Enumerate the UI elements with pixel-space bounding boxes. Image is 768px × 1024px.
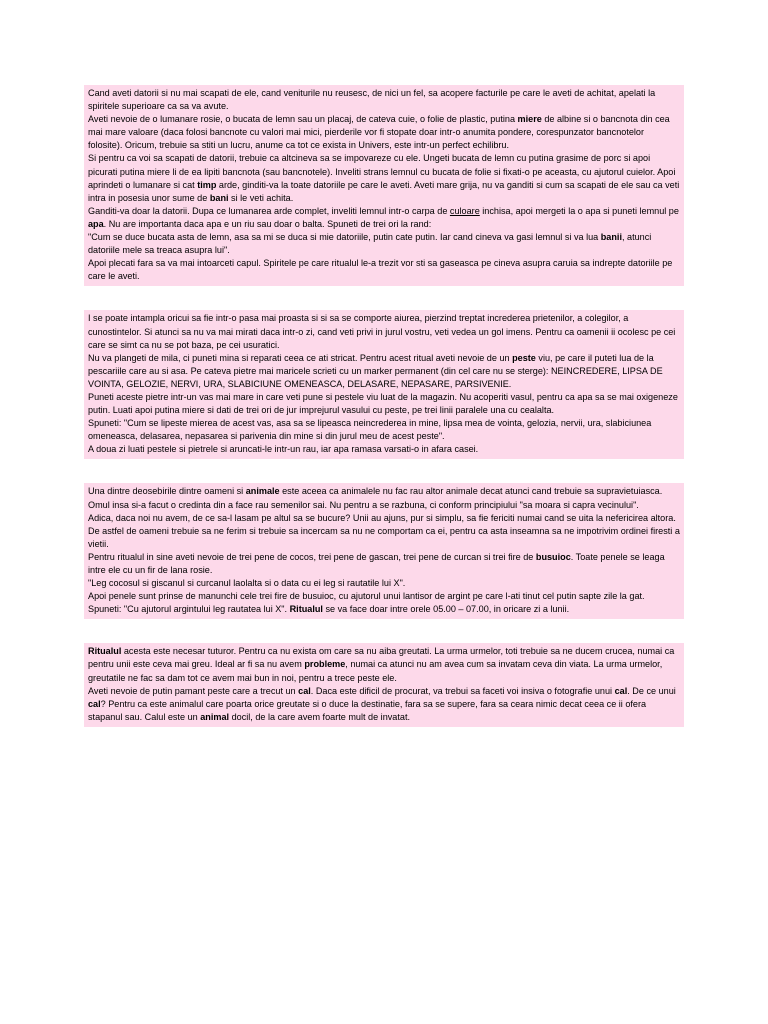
paragraph: Nu va plangeti de mila, ci puneti mina si reparati ceea ce ati stricat. Pentru acest ritual aveti nevoie de un peste viu, pe care il puteti lua de la pescariile care au si asa. Pe cateva pietre mai maricele scrieti cu un marker permanent (din cel care nu se sterge): NEINCREDERE, LIPSA DE VOINTA, GELOZIE, NERVI, URA, SLABICIUNE OMENEASCA, DELASARE, NEPASARE, PARSIVENIE. — [88, 352, 663, 389]
paragraph: Aveti nevoie de o lumanare rosie, o bucata de lemn sau un placaj, de cateva cuie, o folie de plastic, putina miere de albine si o bancnota din cea mai mare valoare (daca folosi bancnote cu valori mai mici, pierderile vor fi stopate doar intr-o anumita pondere, corespunzator bancnotelor folosite). Oricum, trebuie sa stiti un lucru, anume ca tot ce exista in Univers, este intr-un perfect echilibru. — [88, 114, 670, 151]
paragraph: Spuneti: "Cum se lipeste mierea de acest vas, asa sa se lipeasca neincrederea in mine, lipsa mea de vointa, gelozia, nervii, ura, slabiciunea omeneasca, delasarea, nepasarea si parivenia din mine si din jurul meu de acest peste". — [88, 418, 652, 442]
paragraph: "Cum se duce bucata asta de lemn, asa sa mi se duca si mie datoriile, putin cate putin. Iar cand cineva va gasi lemnul si va lua banii, atunci datoriile mele sa treaca asupra lui". — [88, 232, 652, 256]
paragraph: Spuneti: "Cu ajutorul argintului leg rautatea lui X". Ritualul se va face doar intre orele 05.00 – 07.00, in oricare zi a lunii. — [88, 604, 570, 615]
paragraph: Si pentru ca voi sa scapati de datorii, trebuie ca altcineva sa se impovareze cu ele. Ungeti bucata de lemn cu putina grasime de porc si apoi picurati putina miere li de ea lipiti bancnota (sau bancnotele). Inveliti strans lemnul cu bucata de folie si fixati-o pe aceasta, cu ajutorul cuielor. Apoi aprindeti o lumanare si cat timp arde, ginditi-va la toate datoriile pe care le aveti. Aveti mare grija, nu va ganditi si cum sa scapati de ele sau ca veti intra in posesia unor sume de bani si le veti achita. — [88, 153, 680, 203]
paragraph: I se poate intampla oricui sa fie intr-o pasa mai proasta si si sa se comporte aiurea, pierzind treptat increderea prietenilor, a colegilor, a cunostintelor. Si atunci sa nu va mai mirati daca intr-o zi, cand veti privi in jurul vostru, veti vedea un gol imens. Pentru ca oamenii ii ocolesc pe cei care se simt ca nu se pot baza, pe cei usuratici. — [88, 313, 676, 350]
paragraph: Una dintre deosebirile dintre oameni si animale este aceea ca animalele nu fac rau altor animale decat atunci cand trebuie sa supravietuiasca. Omul insa si-a facut o credinta din a face rau semenilor sai. Nu pentru a se razbuna, ci conform principiului "sa moara si capra vecinului". — [88, 486, 663, 510]
text-block-2 — [84, 310, 684, 459]
paragraph: "Leg cocosul si giscanul si curcanul laolalta si o data cu ei leg si rautatile lui X". — [88, 578, 406, 589]
text-block-4 — [84, 643, 684, 727]
paragraph: Apoi plecati fara sa va mai intoarceti capul. Spiritele pe care ritualul le-a trezit vor sti sa gaseasca pe cineva asupra caruia sa indrepte datoriile pe care le aveti. — [88, 258, 673, 282]
paragraph: Cand aveti datorii si nu mai scapati de ele, cand veniturile nu reusesc, de nici un fel, sa acopere facturile pe care le aveti de achitat, apelati la spiritele superioare ca sa va avute. — [88, 88, 656, 112]
paragraph: Ganditi-va doar la datorii. Dupa ce lumanarea arde complet, inveliti lemnul intr-o carpa de culoare inchisa, apoi mergeti la o apa si puneti lemnul pe apa. Nu are importanta daca apa e un riu sau doar o balta. Spuneti de trei ori la rand: — [88, 205, 679, 229]
paragraph: A doua zi luati pestele si pietrele si aruncati-le intr-un rau, iar apa ramasa varsati-o in afara casei. — [88, 444, 479, 455]
paragraph: Pentru ritualul in sine aveti nevoie de trei pene de cocos, trei pene de gascan, trei pene de curcan si trei fire de busuioc. Toate penele se leaga intre ele cu un fir de lana rosie. — [88, 551, 665, 575]
text-block-3 — [84, 483, 684, 619]
paragraph: Puneti aceste pietre intr-un vas mai mare in care veti pune si pestele viu luat de la magazin. Nu acoperiti vasul, pentru ca apa sa se mai oxigeneze putin. Luati apoi putina miere si dati de trei ori de jur imprejurul vasului cu peste, pe trei linii paralele una cu cealalta. — [88, 391, 678, 416]
paragraph: Aveti nevoie de putin pamant peste care a trecut un cal. Daca este dificil de procurat, va trebui sa faceti voi insiva o fotografie unui cal. De ce unui cal? Pentru ca este animalul care poarta orice greutate si o duce la destinatie, fara sa se supere, fara sa ceara nimic decat ceea ce ii ofera stapanul sau. Calul este un animal docil, de la care avem foarte mult de invatat. — [88, 685, 676, 722]
paragraph: Adica, daca noi nu avem, de ce sa-l lasam pe altul sa se bucure? Unii au ajuns, pur si simplu, sa fie fericiti numai cand se uita la nefericirea altora. De astfel de oameni trebuie sa ne ferim si trebuie sa incercam sa nu ne comportam ca ei, pentru ca asta inseamna sa ne impotrivim ordinei firesti a vietii. — [88, 512, 680, 549]
paragraph: Apoi penele sunt prinse de manunchi cele trei fire de busuioc, cu ajutorul unui lantisor de argint pe care l-ati tinut cel putin sapte zile la gat. — [88, 591, 645, 602]
text-block-1 — [84, 85, 684, 286]
paragraph: Ritualul acesta este necesar tuturor. Pentru ca nu exista om care sa nu aiba greutati. La urma urmelor, toti trebuie sa ne ducem crucea, numai ca pentru unii este ceva mai greu. Ideal ar fi sa nu avem probleme, numai ca atunci nu am avea cum sa invatam ceva din viata. La urma urmelor, greutatile ne fac sa dam tot ce avem mai bun in noi, pentru a trece peste ele. — [88, 646, 675, 683]
